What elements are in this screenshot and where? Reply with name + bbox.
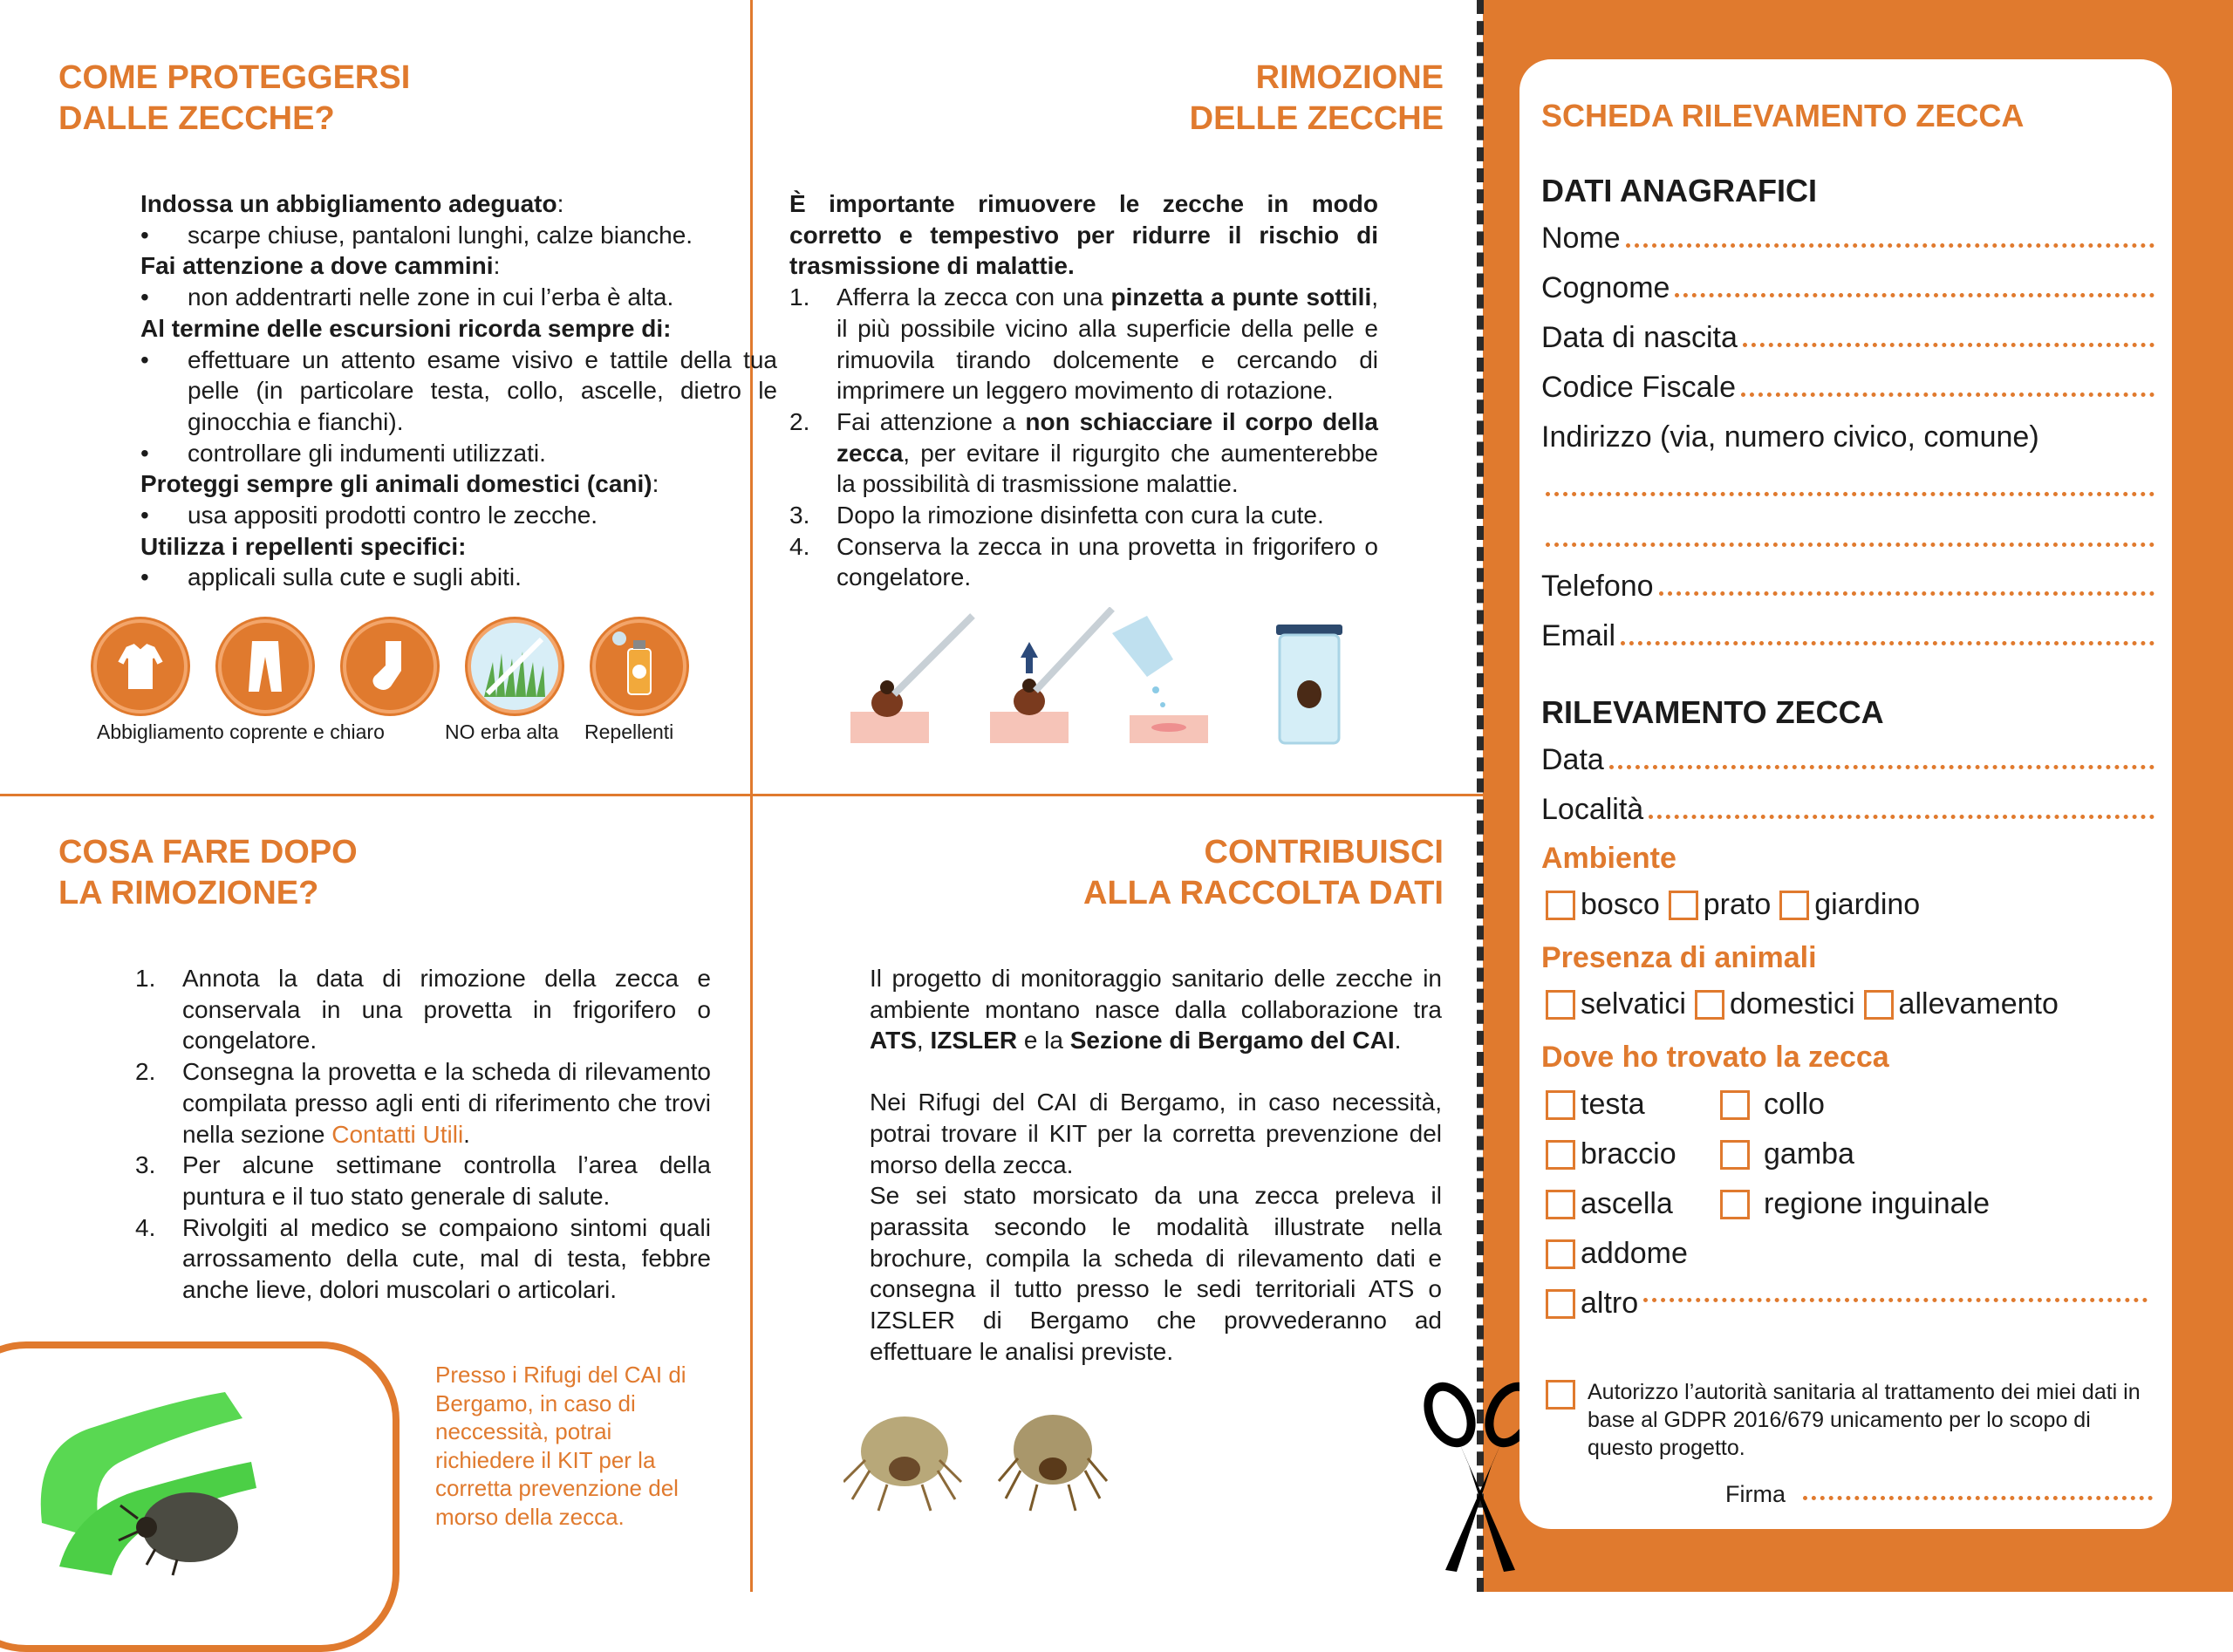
panel1-bullet: • scarpe chiuse, pantaloni lunghi, calze bianche. xyxy=(140,221,693,249)
trousers-icon xyxy=(218,619,312,713)
checkbox-allevamento[interactable] xyxy=(1864,990,1894,1020)
after-step: 2. Consegna la provetta e la scheda di rilevamento compilata presso agli enti di riferimento che trovi nella sezione Contatti Utili. xyxy=(135,1058,711,1148)
repellent-icon xyxy=(592,619,686,713)
panel3-steps xyxy=(135,963,711,1306)
checkbox-giardino[interactable] xyxy=(1779,891,1809,920)
clothing-icon xyxy=(93,619,188,713)
panel1-bullet: • controllare gli indumenti utilizzati. xyxy=(140,439,546,467)
contatti-utili-link[interactable]: Contatti Utili xyxy=(331,1120,464,1148)
signature-field[interactable]: Firma xyxy=(1725,1481,2153,1508)
form-title: SCHEDA RILEVAMENTO ZECCA xyxy=(1541,98,2025,133)
panel2-intro: È importante rimuovere le zecche in modo corretto e tempestivo per ridurre il rischio di trasmissione di malattie. xyxy=(789,190,1378,280)
panel4-p3: Se sei stato morsicato da una zecca preleva il parassita secondo le modalità illustrate nella brochure, compila la scheda di rilevamento dati e consegna il tutto presso le sedi territoriali ATS o IZSLER di Bergamo che provvederanno ad effettuare le analisi previste. xyxy=(870,1182,1442,1365)
animali-label: Presenza di animali xyxy=(1541,941,1817,974)
panel1-heading: Fai attenzione a dove cammini: xyxy=(140,252,501,280)
protection-icons xyxy=(93,619,686,713)
checkbox-domestici[interactable] xyxy=(1695,990,1724,1020)
ambiente-options: bosco prato giardino xyxy=(1546,888,1920,922)
panel1-bullet: • effettuare un attento esame visivo e tattile della tua pelle (in particolare testa, collo, ascelle, dietro le ginocchia e fianchi). xyxy=(140,345,777,435)
address-line-2[interactable] xyxy=(1546,543,2154,547)
after-step: 3. Per alcune settimane controlla l’area della puntura e il tuo stato generale di salute. xyxy=(135,1151,711,1210)
caption-clothing: Abbigliamento coprente e chiaro xyxy=(97,720,385,743)
checkbox-addome[interactable] xyxy=(1546,1239,1575,1269)
after-step: 4. Rivolgiti al medico se compaiono sintomi quali arrossamento della cute, mal di testa, febbre anche lieve, dolori muscolari o articolari. xyxy=(135,1213,711,1304)
after-step: 1. Annota la data di rimozione della zecca e conservala in una provetta in frigorifero o congelatore. xyxy=(135,965,711,1055)
panel1-heading: Indossa un abbigliamento adeguato: xyxy=(140,190,564,217)
section-personal-data: DATI ANAGRAFICI xyxy=(1541,173,1817,208)
panel1-heading: Al termine delle escursioni ricorda sempre di: xyxy=(140,314,672,342)
removal-step: 1. Afferra la zecca con una pinzetta a punte sottili, il più possibile vicino alla superficie della pelle e rimuovila tirando dolcemente e cercando di imprimere un leggero movimento di rotazione. xyxy=(789,283,1379,405)
panel-after-removal xyxy=(58,832,730,1306)
address-line-1[interactable] xyxy=(1546,492,2154,496)
checkbox-ascella[interactable] xyxy=(1546,1190,1575,1219)
panel1-heading: Utilizza i repellenti specifici: xyxy=(140,532,467,560)
field-data-nascita[interactable]: Data di nascita xyxy=(1541,321,2154,355)
checkbox-bosco[interactable] xyxy=(1546,891,1575,920)
field-localita[interactable]: Località xyxy=(1541,793,2154,827)
checkbox-selvatici[interactable] xyxy=(1546,990,1575,1020)
panel1-heading: Proteggi sempre gli animali domestici (cani): xyxy=(140,470,659,498)
panel1-bullet: • non addentrarti nelle zone in cui l’erba è alta. xyxy=(140,283,674,311)
dove-label: Dove ho trovato la zecca xyxy=(1541,1041,1889,1074)
checkbox-braccio[interactable] xyxy=(1546,1140,1575,1170)
caption-repellent: Repellenti xyxy=(584,720,674,743)
altro-line[interactable] xyxy=(1643,1298,2148,1302)
field-email[interactable]: Email xyxy=(1541,619,2154,653)
panel4-title: CONTRIBUISCI ALLA RACCOLTA DATI xyxy=(1083,834,1444,911)
gdpr-consent: Autorizzo l’autorità sanitaria al trattamento dei miei dati in base al GDPR 2016/679 unicamento per lo scopo di questo progetto. xyxy=(1546,1378,2156,1462)
field-indirizzo-label: Indirizzo (via, numero civico, comune) xyxy=(1541,420,2039,454)
field-data[interactable]: Data xyxy=(1541,743,2154,777)
animali-options: selvatici domestici allevamento xyxy=(1546,987,2059,1021)
caption-grass: NO erba alta xyxy=(445,720,559,743)
kit-photo-frame xyxy=(0,1341,399,1652)
cut-line xyxy=(1477,0,1484,1592)
panel1-list xyxy=(140,188,777,593)
panel-removal xyxy=(789,58,1444,593)
ticks-image xyxy=(843,1408,1123,1521)
tick-report-form xyxy=(1519,59,2172,1529)
no-grass-icon xyxy=(468,619,562,713)
panel4-p2: Nei Rifugi del CAI di Bergamo, in caso necessità, potrai trovare il KIT per la corretta prevenzione del morso della zecca. xyxy=(870,1089,1442,1178)
panel3-title: COSA FARE DOPO LA RIMOZIONE? xyxy=(58,834,358,911)
checkbox-regione-inguinale[interactable] xyxy=(1720,1190,1750,1219)
checkbox-testa[interactable] xyxy=(1546,1090,1575,1120)
checkbox-altro[interactable] xyxy=(1546,1289,1575,1319)
removal-illustration xyxy=(850,607,1374,755)
panel-protection xyxy=(58,58,777,743)
checkbox-prato[interactable] xyxy=(1669,891,1698,920)
panel1-title: COME PROTEGGERSI DALLE ZECCHE? xyxy=(58,59,411,137)
removal-step: 4. Conserva la zecca in una provetta in frigorifero o congelatore. xyxy=(789,532,1378,591)
checkbox-consent[interactable] xyxy=(1546,1380,1575,1410)
checkbox-collo[interactable] xyxy=(1720,1090,1750,1120)
ambiente-label: Ambiente xyxy=(1541,842,1676,875)
panel4-p1: Il progetto di monitoraggio sanitario delle zecche in ambiente montano nasce dalla collaborazione tra ATS, IZSLER e la Sezione di Bergamo del CAI. xyxy=(870,965,1442,1055)
panel-data-collection xyxy=(789,832,1444,1367)
kit-note: Presso i Rifugi del CAI di Bergamo, in caso di neccessità, potrai richiedere il KIT per la corretta prevenzione del morso della zecca. xyxy=(435,1362,686,1530)
checkbox-gamba[interactable] xyxy=(1720,1140,1750,1170)
panel2-title: RIMOZIONE DELLE ZECCHE xyxy=(1189,59,1444,137)
panel1-bullet: • usa appositi prodotti contro le zecche. xyxy=(140,502,598,529)
sock-icon xyxy=(343,619,437,713)
removal-step: 2. Fai attenzione a non schiacciare il corpo della zecca, per evitare il rigurgito che aumenterebbe la possibilità di trasmissione malattie. xyxy=(789,407,1378,498)
panel2-text xyxy=(789,188,1378,593)
field-nome[interactable]: Nome xyxy=(1541,222,2154,256)
divider-horizontal xyxy=(0,794,1483,796)
panel1-bullet: • applicali sulla cute e sugli abiti. xyxy=(140,563,522,591)
removal-step: 3. Dopo la rimozione disinfetta con cura la cute. xyxy=(789,502,1324,529)
tick-remover-image xyxy=(24,1366,391,1610)
field-codice-fiscale[interactable]: Codice Fiscale xyxy=(1541,371,2154,405)
section-tick-detection: RILEVAMENTO ZECCA xyxy=(1541,694,1884,730)
field-telefono[interactable]: Telefono xyxy=(1541,570,2154,604)
panel4-text xyxy=(870,963,1442,1367)
field-cognome[interactable]: Cognome xyxy=(1541,271,2154,305)
body-location-options: testa collo braccio gamba ascella regione inguinale addome altro xyxy=(1546,1080,2148,1328)
